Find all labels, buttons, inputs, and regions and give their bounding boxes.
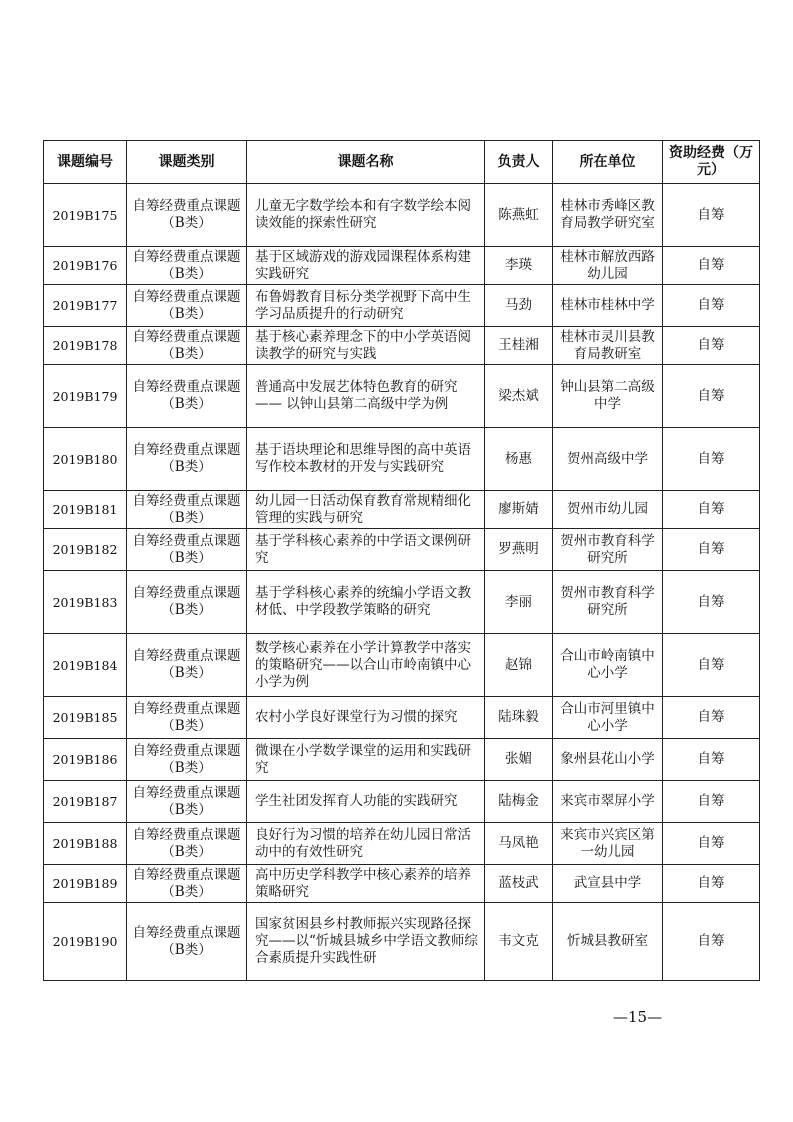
cell-category: 自筹经费重点课题（B类） <box>127 903 247 981</box>
cell-funding: 自筹 <box>663 634 760 697</box>
cell-unit: 来宾市翠屏小学 <box>553 781 663 823</box>
cell-code: 2019B177 <box>44 285 127 327</box>
header-unit: 所在单位 <box>553 141 663 184</box>
table-row <box>44 634 760 697</box>
cell-code: 2019B187 <box>44 781 127 823</box>
cell-title: 农村小学良好课堂行为习惯的探究 <box>247 697 485 739</box>
cell-code: 2019B190 <box>44 903 127 981</box>
cell-leader: 梁杰斌 <box>485 365 553 428</box>
cell-code: 2019B175 <box>44 184 127 247</box>
cell-title: 基于语块理论和思维导图的高中英语写作校本教材的开发与实践研究 <box>247 428 485 491</box>
cell-title: 基于区域游戏的游戏园课程体系构建实践研究 <box>247 247 485 285</box>
cell-code: 2019B185 <box>44 697 127 739</box>
cell-code: 2019B182 <box>44 529 127 571</box>
cell-category: 自筹经费重点课题（B类） <box>127 285 247 327</box>
cell-unit: 合山市岭南镇中心小学 <box>553 634 663 697</box>
cell-category: 自筹经费重点课题（B类） <box>127 634 247 697</box>
cell-title: 布鲁姆教育目标分类学视野下高中生学习品质提升的行动研究 <box>247 285 485 327</box>
cell-title: 学生社团发挥育人功能的实践研究 <box>247 781 485 823</box>
cell-category: 自筹经费重点课题（B类） <box>127 697 247 739</box>
cell-leader: 韦文克 <box>485 903 553 981</box>
cell-unit: 贺州市幼儿园 <box>553 491 663 529</box>
cell-category: 自筹经费重点课题（B类） <box>127 529 247 571</box>
cell-leader: 马凤艳 <box>485 823 553 865</box>
cell-category: 自筹经费重点课题（B类） <box>127 865 247 903</box>
cell-leader: 马劲 <box>485 285 553 327</box>
cell-funding: 自筹 <box>663 903 760 981</box>
cell-leader: 陆珠毅 <box>485 697 553 739</box>
cell-category: 自筹经费重点课题（B类） <box>127 781 247 823</box>
cell-leader: 陈燕虹 <box>485 184 553 247</box>
cell-title: 儿童无字数学绘本和有字数学绘本阅读效能的探索性研究 <box>247 184 485 247</box>
table-row <box>44 491 760 529</box>
cell-category: 自筹经费重点课题（B类） <box>127 365 247 428</box>
cell-category: 自筹经费重点课题（B类） <box>127 571 247 634</box>
cell-leader: 李丽 <box>485 571 553 634</box>
cell-code: 2019B178 <box>44 327 127 365</box>
cell-title: 国家贫困县乡村教师振兴实现路径探究——以“忻城县城乡中学语文教师综合素质提升实践性研 <box>247 903 485 981</box>
cell-category: 自筹经费重点课题（B类） <box>127 739 247 781</box>
cell-unit: 来宾市兴宾区第一幼儿园 <box>553 823 663 865</box>
cell-code: 2019B186 <box>44 739 127 781</box>
cell-unit: 桂林市秀峰区教育局教学研究室 <box>553 184 663 247</box>
cell-unit: 武宣县中学 <box>553 865 663 903</box>
table-row <box>44 739 760 781</box>
cell-code: 2019B183 <box>44 571 127 634</box>
cell-category: 自筹经费重点课题（B类） <box>127 823 247 865</box>
cell-category: 自筹经费重点课题（B类） <box>127 184 247 247</box>
header-leader: 负责人 <box>485 141 553 184</box>
cell-unit: 贺州高级中学 <box>553 428 663 491</box>
cell-unit: 忻城县教研室 <box>553 903 663 981</box>
table-row <box>44 781 760 823</box>
cell-unit: 贺州市教育科学研究所 <box>553 529 663 571</box>
cell-leader: 蓝枝武 <box>485 865 553 903</box>
header-title: 课题名称 <box>247 141 485 184</box>
cell-category: 自筹经费重点课题（B类） <box>127 327 247 365</box>
cell-unit: 钟山县第二高级中学 <box>553 365 663 428</box>
cell-leader: 张媚 <box>485 739 553 781</box>
table-row <box>44 327 760 365</box>
cell-leader: 廖斯婧 <box>485 491 553 529</box>
cell-funding: 自筹 <box>663 865 760 903</box>
cell-leader: 李瑛 <box>485 247 553 285</box>
cell-title: 良好行为习惯的培养在幼儿园日常活动中的有效性研究 <box>247 823 485 865</box>
cell-title: 基于核心素养理念下的中小学英语阅读教学的研究与实践 <box>247 327 485 365</box>
cell-funding: 自筹 <box>663 571 760 634</box>
table-row <box>44 428 760 491</box>
cell-unit: 桂林市桂林中学 <box>553 285 663 327</box>
cell-code: 2019B180 <box>44 428 127 491</box>
table-row <box>44 571 760 634</box>
cell-leader: 赵锦 <box>485 634 553 697</box>
cell-funding: 自筹 <box>663 184 760 247</box>
cell-funding: 自筹 <box>663 823 760 865</box>
cell-leader: 杨惠 <box>485 428 553 491</box>
cell-unit: 桂林市解放西路幼儿园 <box>553 247 663 285</box>
cell-funding: 自筹 <box>663 428 760 491</box>
cell-category: 自筹经费重点课题（B类） <box>127 428 247 491</box>
table-row <box>44 697 760 739</box>
cell-title: 数学核心素养在小学计算教学中落实的策略研究——以合山市岭南镇中心小学为例 <box>247 634 485 697</box>
cell-funding: 自筹 <box>663 739 760 781</box>
cell-title: 基于学科核心素养的统编小学语文教材低、中学段教学策略的研究 <box>247 571 485 634</box>
table-row <box>44 184 760 247</box>
header-funding: 资助经费（万元） <box>663 141 760 184</box>
cell-code: 2019B181 <box>44 491 127 529</box>
cell-category: 自筹经费重点课题（B类） <box>127 247 247 285</box>
table-row <box>44 247 760 285</box>
cell-funding: 自筹 <box>663 529 760 571</box>
table-row <box>44 823 760 865</box>
header-code: 课题编号 <box>44 141 127 184</box>
cell-title: 基于学科核心素养的中学语文课例研究 <box>247 529 485 571</box>
cell-leader: 王桂湘 <box>485 327 553 365</box>
project-table <box>43 140 760 981</box>
cell-title: 普通高中发展艺体特色教育的研究—— 以钟山县第二高级中学为例 <box>247 365 485 428</box>
cell-title: 微课在小学数学课堂的运用和实践研究 <box>247 739 485 781</box>
cell-funding: 自筹 <box>663 327 760 365</box>
cell-unit: 合山市河里镇中心小学 <box>553 697 663 739</box>
cell-code: 2019B179 <box>44 365 127 428</box>
cell-title: 高中历史学科教学中核心素养的培养策略研究 <box>247 865 485 903</box>
table-row <box>44 529 760 571</box>
table-row <box>44 285 760 327</box>
cell-code: 2019B188 <box>44 823 127 865</box>
cell-category: 自筹经费重点课题（B类） <box>127 491 247 529</box>
cell-leader: 罗燕明 <box>485 529 553 571</box>
page-number: —15— <box>613 1008 663 1026</box>
cell-funding: 自筹 <box>663 247 760 285</box>
cell-leader: 陆梅金 <box>485 781 553 823</box>
cell-funding: 自筹 <box>663 781 760 823</box>
table-row <box>44 365 760 428</box>
cell-code: 2019B176 <box>44 247 127 285</box>
cell-funding: 自筹 <box>663 365 760 428</box>
table-header-row <box>44 141 760 184</box>
cell-funding: 自筹 <box>663 491 760 529</box>
cell-code: 2019B189 <box>44 865 127 903</box>
table-row <box>44 903 760 981</box>
cell-title: 幼儿园一日活动保育教育常规精细化管理的实践与研究 <box>247 491 485 529</box>
cell-funding: 自筹 <box>663 697 760 739</box>
header-category: 课题类别 <box>127 141 247 184</box>
table-row <box>44 865 760 903</box>
cell-unit: 象州县花山小学 <box>553 739 663 781</box>
cell-unit: 贺州市教育科学研究所 <box>553 571 663 634</box>
cell-funding: 自筹 <box>663 285 760 327</box>
cell-unit: 桂林市灵川县教育局教研室 <box>553 327 663 365</box>
cell-code: 2019B184 <box>44 634 127 697</box>
